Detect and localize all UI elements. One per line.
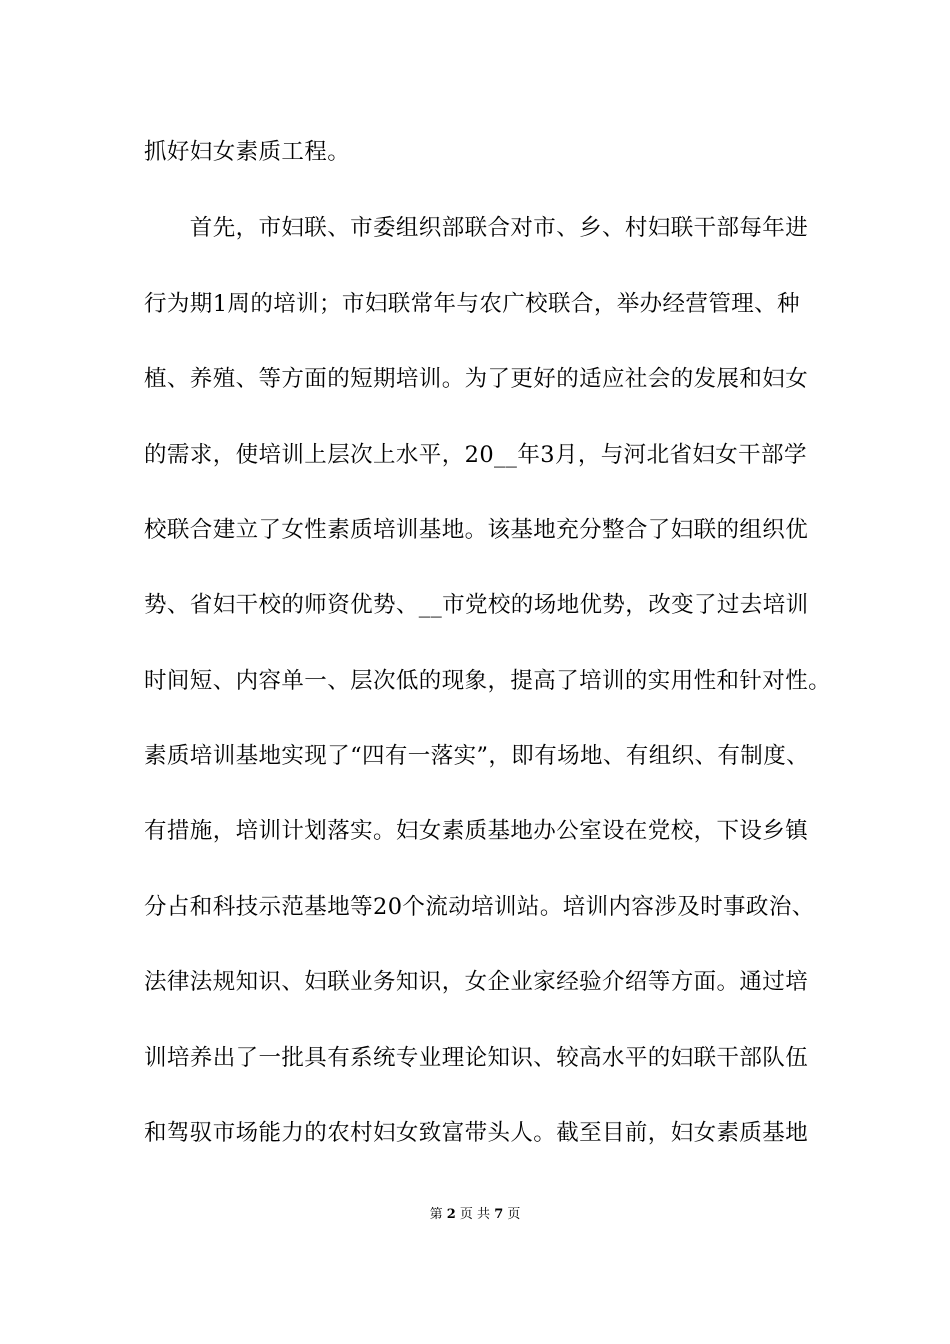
- text-line: 训培养出了一批具有系统专业理论知识、较高水平的妇联干部队伍: [144, 1045, 809, 1071]
- text-line: 行为期1周的培训；市妇联常年与农广校联合，举办经营管理、种: [144, 291, 800, 317]
- text-line: 和驾驭市场能力的农村妇女致富带头人。截至目前，妇女素质基地: [144, 1120, 809, 1146]
- text-line: 的需求，使培训上层次上水平，20__年3月，与河北省妇女干部学: [144, 442, 807, 468]
- footer-middle: 页 共: [459, 1207, 491, 1222]
- text-line: 校联合建立了女性素质培训基地。该基地充分整合了妇联的组织优: [144, 517, 809, 543]
- current-page-number: 2: [446, 1207, 456, 1222]
- text-line: 势、省妇干校的师资优势、__市党校的场地优势，改变了过去培训: [144, 592, 809, 618]
- text-line: 抓好妇女素质工程。: [144, 139, 351, 165]
- text-line: 素质培训基地实现了“四有一落实”，即有场地、有组织、有制度、: [144, 743, 810, 769]
- text-line: 植、养殖、等方面的短期培训。为了更好的适应社会的发展和妇女: [144, 366, 809, 392]
- text-line: 有措施，培训计划落实。妇女素质基地办公室设在党校，下设乡镇: [144, 818, 809, 844]
- text-line: 时间短、内容单一、层次低的现象，提高了培训的实用性和针对性。: [144, 668, 832, 694]
- page-footer: [0, 1206, 950, 1224]
- footer-suffix: 页: [507, 1207, 521, 1222]
- total-pages-number: 7: [494, 1207, 504, 1222]
- text-line: 法律法规知识、妇联业务知识，女企业家经验介绍等方面。通过培: [144, 969, 809, 995]
- text-line: 首先，市妇联、市委组织部联合对市、乡、村妇联干部每年进: [144, 215, 809, 241]
- text-line: 分占和科技示范基地等20个流动培训站。培训内容涉及时事政治、: [144, 894, 815, 920]
- footer-prefix: 第: [429, 1207, 443, 1222]
